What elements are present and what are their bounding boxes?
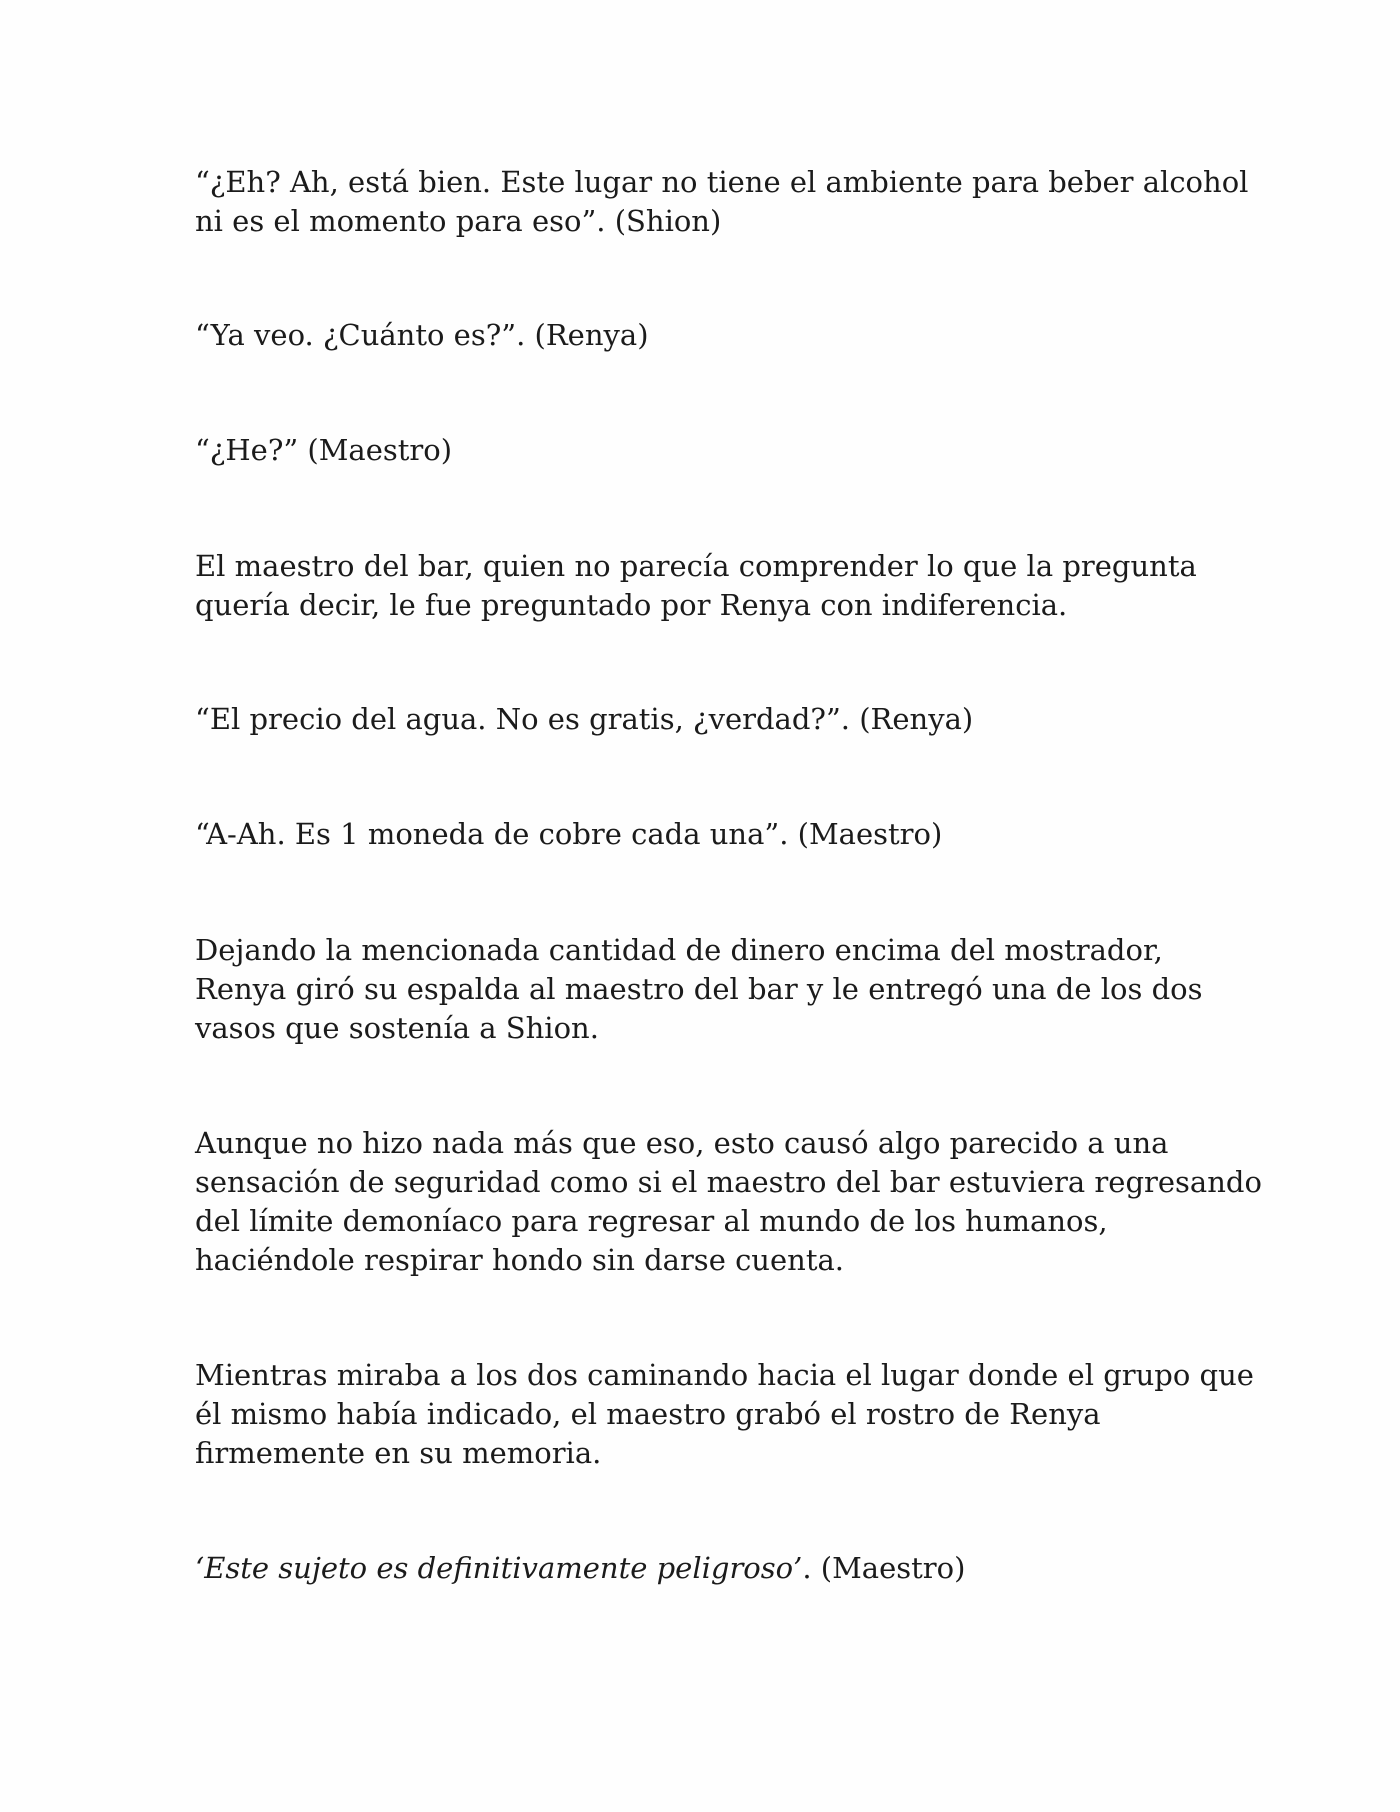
text-line: “Ya veo. ¿Cuánto es?”. (Renya) [195, 318, 649, 352]
paragraph-narration-3 [195, 1124, 1262, 1280]
text-line: firmemente en su memoria. [195, 1436, 602, 1470]
text-line: él mismo había indicado, el maestro grabó el rostro de Renya [195, 1397, 1101, 1431]
paragraph-narration-1 [195, 547, 1225, 625]
text-line: Mientras miraba a los dos caminando hacia el lugar donde el grupo que [195, 1358, 1254, 1392]
text-line: ni es el momento para eso”. (Shion) [195, 204, 722, 238]
text-line: haciéndole respirar hondo sin darse cuenta. [195, 1243, 844, 1277]
paragraph-narration-2 [195, 931, 1225, 1048]
text-line: “A-Ah. Es 1 moneda de cobre cada una”. (Maestro) [195, 817, 943, 851]
text-line [195, 1549, 1225, 1588]
text-line: Aunque no hizo nada más que eso, esto causó algo parecido a una [195, 1126, 1169, 1160]
text-line: El maestro del bar, quien no parecía comprender lo que la pregunta [195, 549, 1197, 583]
text-line: del límite demoníaco para regresar al mundo de los humanos, [195, 1204, 1108, 1238]
paragraph-maestro-price [195, 815, 1225, 854]
paragraph-renya-question [195, 316, 1225, 355]
text-line: Dejando la mencionada cantidad de dinero encima del mostrador, [195, 933, 1163, 967]
paragraph-shion-reply [195, 163, 1249, 241]
text-line: vasos que sostenía a Shion. [195, 1011, 599, 1045]
text-line: “¿He?” (Maestro) [195, 433, 453, 467]
text-line: “El precio del agua. No es gratis, ¿verdad?”. (Renya) [195, 702, 974, 736]
text-line: sensación de seguridad como si el maestro del bar estuviera regresando [195, 1165, 1262, 1199]
paragraph-maestro-thought [195, 1549, 1225, 1588]
text-line: quería decir, le fue preguntado por Renya con indiferencia. [195, 588, 1068, 622]
text-line: Renya giró su espalda al maestro del bar y le entregó una de los dos [195, 972, 1203, 1006]
speaker-tag: . (Maestro) [802, 1551, 966, 1585]
paragraph-renya-price [195, 700, 1225, 739]
text-line: “¿Eh? Ah, está bien. Este lugar no tiene el ambiente para beber alcohol [195, 165, 1249, 199]
italic-thought: ‘Este sujeto es definitivamente peligroso’ [195, 1551, 803, 1585]
paragraph-narration-4 [195, 1356, 1254, 1473]
paragraph-maestro-he [195, 431, 1225, 470]
